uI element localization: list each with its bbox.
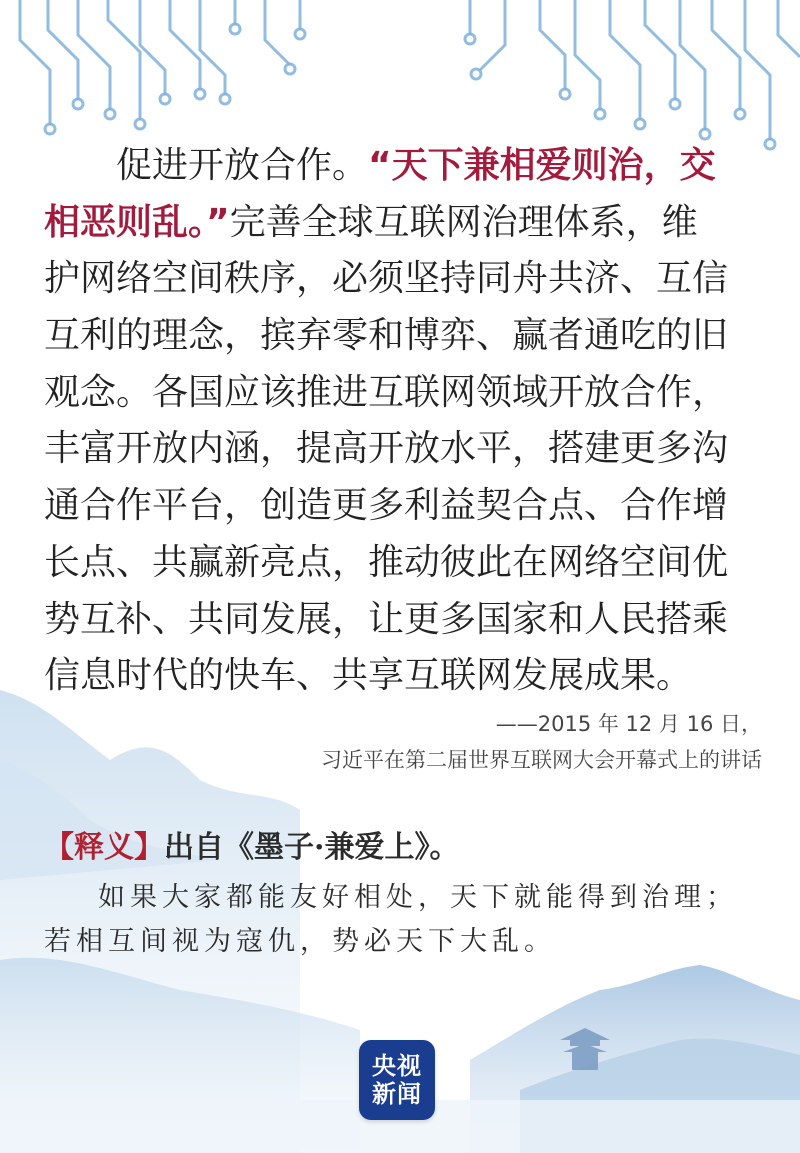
quote-line-7: 通合作平台，创造更多利益契合点、合作增 bbox=[44, 485, 729, 527]
explanation-tag: 【释义】 bbox=[44, 830, 164, 865]
quote-line-2: 相恶则乱。”完善全球互联网治理体系，维 bbox=[44, 201, 698, 243]
quote-line-5: 观念。各国应该推进互联网领域开放合作， bbox=[44, 371, 729, 413]
explanation-block bbox=[44, 828, 774, 964]
explanation-heading bbox=[44, 828, 774, 868]
quote-line-6: 丰富开放内涵，提高开放水平，搭建更多沟 bbox=[44, 428, 729, 470]
logo-text-bottom: 新闻 bbox=[372, 1080, 422, 1108]
quote-line-9: 势互补、共同发展，让更多国家和人民搭乘 bbox=[44, 598, 729, 640]
explanation-line-1: 如果大家都能友好相处，天下就能得到治理； bbox=[98, 882, 738, 913]
quote-line-10: 信息时代的快车、共享互联网发展成果。 bbox=[44, 655, 693, 697]
circuit-nodes bbox=[45, 24, 775, 149]
attribution-date: ——2015 年 12 月 16 日， bbox=[495, 712, 762, 736]
quote-paragraph bbox=[44, 138, 764, 705]
quote-line-4: 互利的理念，摈弃零和博弈、赢者通吃的旧 bbox=[44, 315, 729, 357]
cctv-news-logo bbox=[359, 1040, 435, 1120]
attribution-source: 习近平在第二届世界互联网大会开幕式上的讲话 bbox=[321, 748, 762, 772]
quote-line-8: 长点、共赢新亮点，推动彼此在网络空间优 bbox=[44, 541, 729, 583]
classical-quote-part-1: “天下兼相爱则治，交 bbox=[368, 145, 716, 186]
classical-quote-part-2: 相恶则乱。” bbox=[44, 201, 230, 243]
quote-line-3: 护网络空间秩序，必须坚持同舟共济、互信 bbox=[44, 258, 729, 300]
attribution bbox=[321, 706, 762, 778]
explanation-line-2: 若相互间视为寇仇，势必天下大乱。 bbox=[44, 926, 556, 957]
logo-text-top: 央视 bbox=[372, 1052, 422, 1080]
quote-line-1: 促进开放合作。“天下兼相爱则治，交 bbox=[116, 145, 716, 186]
explanation-origin: 出自《墨子·兼爱上》。 bbox=[164, 830, 460, 865]
